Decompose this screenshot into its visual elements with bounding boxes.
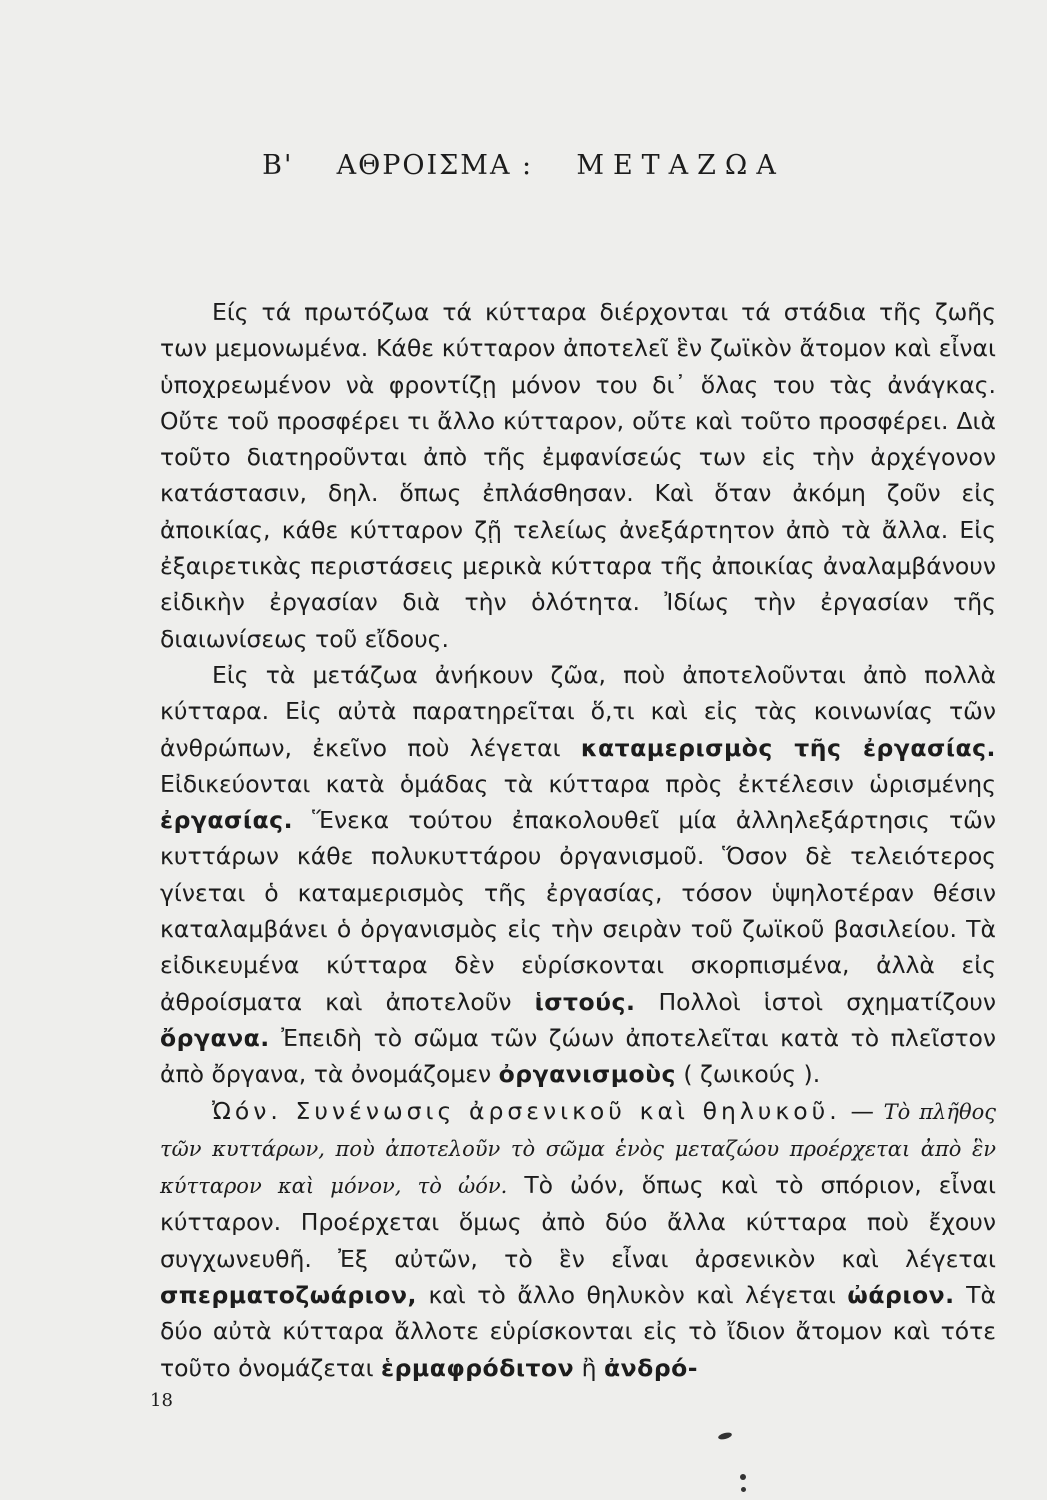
term-andro: ἀνδρό- <box>604 1353 699 1382</box>
term-organisms: ὀργανισμοὺς <box>498 1060 676 1089</box>
scan-speck <box>717 1431 732 1440</box>
p3-text-3: Τὰ δύο αὐτὰ κύτταρα ἄλλοτε εὑρίσκονται εἰς τὸ ἴδιον ἄτομον καὶ τότε τοῦτο ὀνομάζεται <box>160 1281 996 1382</box>
term-organs: ὄργανα. <box>160 1023 270 1052</box>
page-number: 18 <box>150 1390 173 1411</box>
p2-text-4: Πολλοὶ ἱστοὶ σχηματίζουν <box>658 987 996 1016</box>
p2-text-1: Εἰς τὰ μετάζωα ἀνήκουν ζῶα, ποὺ ἀποτελοῦνται ἀπὸ πολλὰ κύτταρα. Εἰς αὐτὰ παρατηρεῖται ὅ,τι καὶ εἰς τὰς κοινωνίας τῶν ἀνθρώπων, ἐκεῖνο ποὺ λέγεται <box>160 660 996 762</box>
chapter-number: Β' <box>262 150 294 181</box>
scan-speck <box>741 1487 746 1492</box>
term-division-of-labor: καταμερισμὸς τῆς ἐργασίας. <box>580 733 996 762</box>
term-hermaphrodite: ἑρμαφρόδιτον <box>381 1353 575 1382</box>
chapter-subtitle: ΜΕΤΑΖΩΑ <box>576 150 785 181</box>
chapter-heading <box>0 150 1047 181</box>
term-work: ἐργασίας. <box>160 806 294 835</box>
p3-dash: — <box>850 1096 874 1125</box>
p3-text-1: Τὸ ὠόν, ὅπως καὶ τὸ σπόριον, εἶναι κύτταρον. Προέρχεται ὅμως ἀπὸ δύο ἄλλα κύτταρα ποὺ ἔχουν συγχωνευθῆ. Ἐξ αὐτῶν, τὸ ἓν εἶναι ἀρσενικὸν καὶ λέγεται <box>160 1171 996 1273</box>
p2-text-6: ( ζωικούς ). <box>683 1060 821 1089</box>
p3-text-4: ἢ <box>581 1353 597 1382</box>
term-tissues: ἱστούς. <box>534 987 636 1016</box>
paragraph-2 <box>160 657 996 1093</box>
term-spermatozoon: σπερματοζωάριον, <box>160 1281 417 1310</box>
p2-text-3: Ἕνεκα τούτου ἐπακολουθεῖ μία ἀλληλεξάρτησις τῶν κυττάρων κάθε πολυκυττάρου ὀργανισμοῦ. Ὅσον δὲ τελειότερος γίνεται ὁ καταμερισμὸς τῆς ἐργασίας, τόσον ὑψηλοτέραν θέσιν καταλαμβάνει ὁ ὀργανισμὸς εἰς τὴν σειρὰν τοῦ ζωϊκοῦ βασιλείου. Τὰ εἰδικευμένα κύτταρα δὲν εὑρίσκονται σκορπισμένα, ἀλλὰ εἰς ἀθροίσματα καὶ ἀποτελοῦν <box>160 806 996 1016</box>
section-heading-egg: Ὠόν. Συνένωσις ἀρσενικοῦ καὶ θηλυκοῦ. <box>212 1096 841 1125</box>
term-ovum: ὠάριον. <box>847 1281 955 1310</box>
p2-text-5: Ἐπειδὴ τὸ σῶμα τῶν ζώων ἀποτελεῖται κατὰ τὸ πλεῖστον ἀπὸ ὄργανα, τὰ ὀνομάζομεν <box>160 1023 996 1089</box>
paragraph-1-text: Είς τά πρωτόζωα τά κύτταρα διέρχονται τά στάδια τῆς ζωῆς των μεμονωμένα. Κάθε κύτταρον ἀποτελεῖ ἓν ζωϊκὸν ἄτομον καὶ εἶναι ὑποχρεωμένον νὰ φροντίζῃ μόνον του δι᾽ ὅλας του τὰς ἀνάγκας. Οὔτε τοῦ προσφέρει τι ἄλλο κύτταρον, οὔτε καὶ τοῦτο προσφέρει. Διὰ τοῦτο διατηροῦνται ἀπὸ τῆς ἐμφανίσεώς των εἰς τὴν ἀρχέγονον κατάστασιν, δηλ. ὅπως ἐπλάσθησαν. Καὶ ὅταν ἀκόμη ζοῦν εἰς ἀποικίας, κάθε κύτταρον ζῇ τελείως ἀνεξάρτητον ἀπὸ τὰ ἄλλα. Εἰς ἐξαιρετικὰς περιστάσεις μερικὰ κύτταρα τῆς ἀποικίας ἀναλαμβάνουν εἰδικὴν ἐργασίαν διὰ τὴν ὁλότητα. Ἰδίως τὴν ἐργασίαν τῆς διαιωνίσεως τοῦ εἴδους. <box>160 298 996 653</box>
body-text <box>160 294 996 1386</box>
p3-text-2: καὶ τὸ ἄλλο θηλυκὸν καὶ λέγεται <box>428 1281 836 1310</box>
paragraph-3 <box>160 1093 996 1386</box>
scan-speck <box>740 1474 746 1480</box>
p2-text-2: Εἰδικεύονται κατὰ ὁμάδας τὰ κύτταρα πρὸς ἐκτέλεσιν ὡρισμένης <box>160 769 996 798</box>
chapter-title: ΑΘΡΟΙΣΜΑ : <box>336 150 534 181</box>
paragraph-1 <box>160 294 996 657</box>
p3-italic-text: Τὸ πλῆθος τῶν κυττάρων, ποὺ ἀποτελοῦν τὸ σῶμα ἑνὸς μεταζώου προέρχεται ἀπὸ ἓν κύτταρον καὶ μόνον, τὸ ὠόν. <box>160 1099 996 1199</box>
